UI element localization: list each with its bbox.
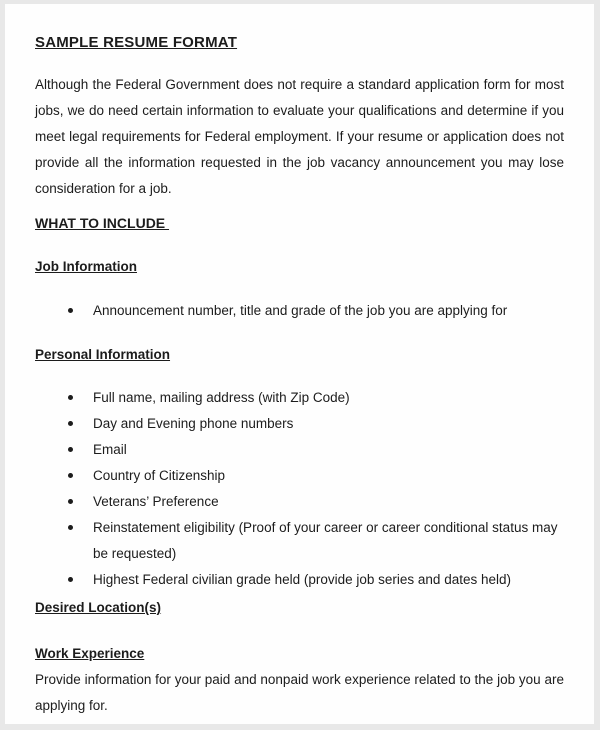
list-item bbox=[35, 411, 564, 437]
list-item bbox=[35, 567, 564, 593]
work-experience-paragraph: Provide information for your paid and nonpaid work experience related to the job you are applying for. bbox=[35, 672, 564, 713]
list-item bbox=[35, 385, 564, 411]
bullet-icon bbox=[68, 421, 73, 426]
list-item-text: Announcement number, title and grade of the job you are applying for bbox=[93, 303, 508, 318]
list-item-text: Highest Federal civilian grade held (provide job series and dates held) bbox=[93, 572, 511, 587]
document-page bbox=[5, 4, 594, 724]
list-item-text: Veterans’ Preference bbox=[93, 494, 219, 509]
list-item bbox=[35, 437, 564, 463]
list-item bbox=[35, 463, 564, 489]
list-item-text: Country of Citizenship bbox=[93, 468, 226, 483]
bullet-icon bbox=[68, 395, 73, 400]
list-item bbox=[35, 489, 564, 515]
personal-information-list bbox=[35, 385, 564, 593]
heading-work-experience: Work Experience bbox=[35, 646, 145, 661]
bullet-icon bbox=[68, 308, 73, 313]
bullet-icon bbox=[68, 447, 73, 452]
list-item-text: Full name, mailing address (with Zip Code) bbox=[93, 390, 350, 405]
heading-what-to-include: WHAT TO INCLUDE bbox=[35, 215, 170, 231]
list-item bbox=[35, 515, 564, 567]
document-title: SAMPLE RESUME FORMAT bbox=[35, 34, 238, 51]
heading-desired-locations: Desired Location(s) bbox=[35, 600, 162, 615]
list-item-text: Day and Evening phone numbers bbox=[93, 416, 294, 431]
bullet-icon bbox=[68, 499, 73, 504]
job-information-list bbox=[35, 298, 564, 324]
list-item-text: Reinstatement eligibility (Proof of your career or career conditional status may be requested) bbox=[93, 520, 558, 561]
intro-paragraph: Although the Federal Government does not require a standard application form for most jobs, we do need certain information to evaluate your qualifications and determine if you meet legal requirements for Federal employment. If your resume or application does not provide all the information requested in the job vacancy announcement you may lose consideration for a job. bbox=[35, 77, 564, 196]
list-item bbox=[35, 298, 564, 324]
bullet-icon bbox=[68, 525, 73, 530]
bullet-icon bbox=[68, 473, 73, 478]
list-item-text: Email bbox=[93, 442, 127, 457]
bullet-icon bbox=[68, 577, 73, 582]
heading-job-information: Job Information bbox=[35, 259, 137, 274]
heading-personal-information: Personal Information bbox=[35, 347, 171, 362]
